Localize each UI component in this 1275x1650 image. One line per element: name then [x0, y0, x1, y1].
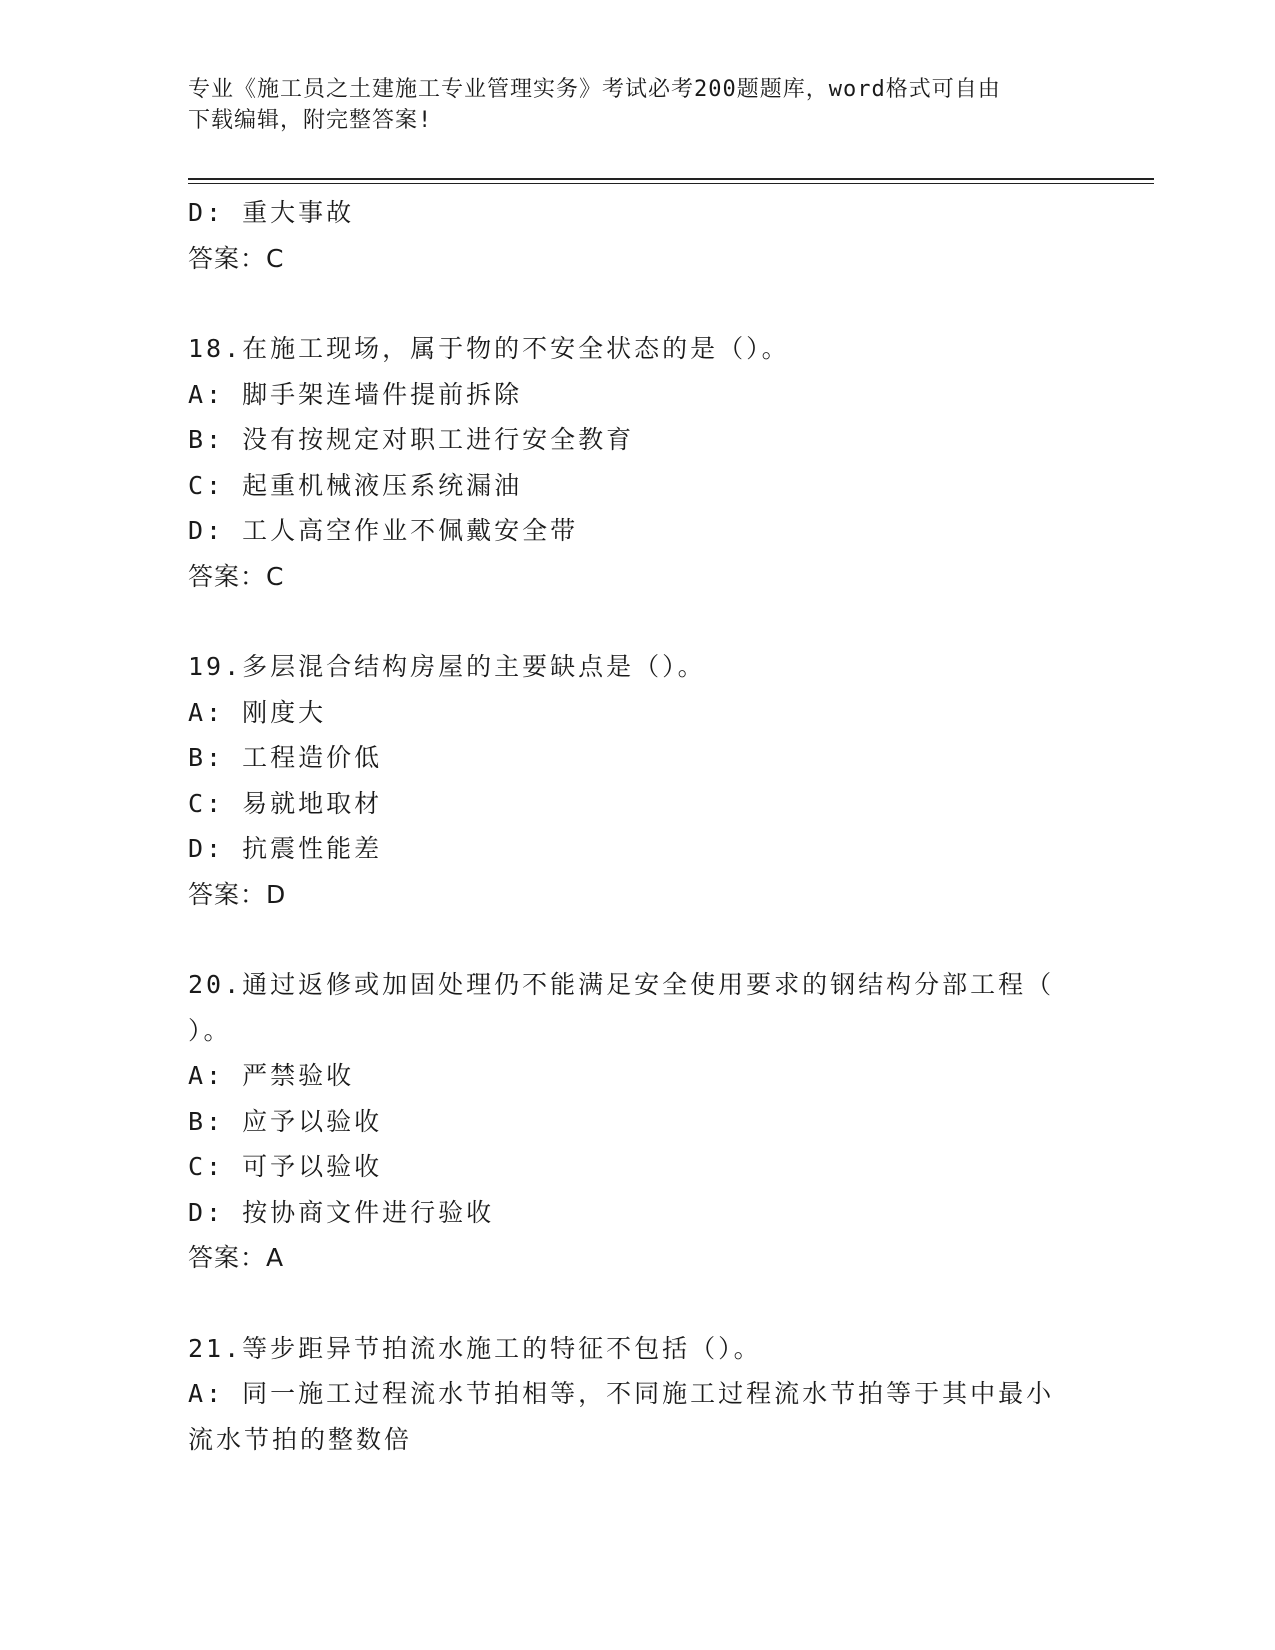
option-a-line-2: 流水节拍的整数倍: [188, 1424, 413, 1454]
option-d: D: 重大事故: [188, 198, 355, 227]
option-d: D: 按协商文件进行验收: [188, 1197, 495, 1227]
header-line-2: 下载编辑，附完整答案!: [188, 108, 433, 133]
answer-label: 答案：C: [188, 243, 285, 273]
question-stem-line-1: 20.通过返修或加固处理仍不能满足安全使用要求的钢结构分部工程（: [188, 970, 1055, 999]
question-block-21: [188, 1326, 1088, 1463]
option-a: A: 刚度大: [188, 697, 327, 727]
option-b: B: 没有按规定对职工进行安全教育: [188, 425, 635, 454]
answer-label: 答案：A: [188, 1243, 285, 1272]
question-stem: 18.在施工现场，属于物的不安全状态的是（）。: [188, 334, 790, 363]
option-a: A: 严禁验收: [188, 1061, 355, 1090]
document-header: [188, 74, 1088, 136]
option-c: C: 可予以验收: [188, 1152, 383, 1181]
spacer: [188, 599, 1088, 644]
header-rule-thin: [188, 183, 1154, 184]
option-a-line-1: A: 同一施工过程流水节拍相等，不同施工过程流水节拍等于其中最小: [188, 1379, 1055, 1408]
option-b: B: 应予以验收: [188, 1106, 383, 1136]
option-d: D: 工人高空作业不佩戴安全带: [188, 516, 579, 545]
option-d: D: 抗震性能差: [188, 834, 383, 863]
spacer: [188, 1281, 1088, 1326]
answer-label: 答案：D: [188, 879, 287, 909]
option-c: C: 易就地取材: [188, 788, 383, 818]
option-b: B: 工程造价低: [188, 743, 383, 772]
answer-label: 答案：C: [188, 561, 285, 591]
question-block-19: [188, 644, 1088, 917]
question-stem: 19.多层混合结构房屋的主要缺点是（）。: [188, 652, 706, 681]
question-stem: 21.等步距异节拍流水施工的特征不包括（）。: [188, 1333, 762, 1363]
question-stem-line-2: ）。: [188, 1015, 232, 1045]
option-a: A: 脚手架连墙件提前拆除: [188, 379, 523, 409]
header-line-1: 专业《施工员之土建施工专业管理实务》考试必考200题题库，word格式可自由: [188, 77, 1001, 102]
spacer: [188, 281, 1088, 326]
question-list: [188, 190, 1088, 1462]
question-block-18: [188, 326, 1088, 599]
question-block-20: [188, 962, 1088, 1281]
option-c: C: 起重机械液压系统漏油: [188, 470, 523, 500]
question-block-17: [188, 190, 1088, 281]
spacer: [188, 917, 1088, 962]
header-rule-thick: [188, 178, 1154, 180]
